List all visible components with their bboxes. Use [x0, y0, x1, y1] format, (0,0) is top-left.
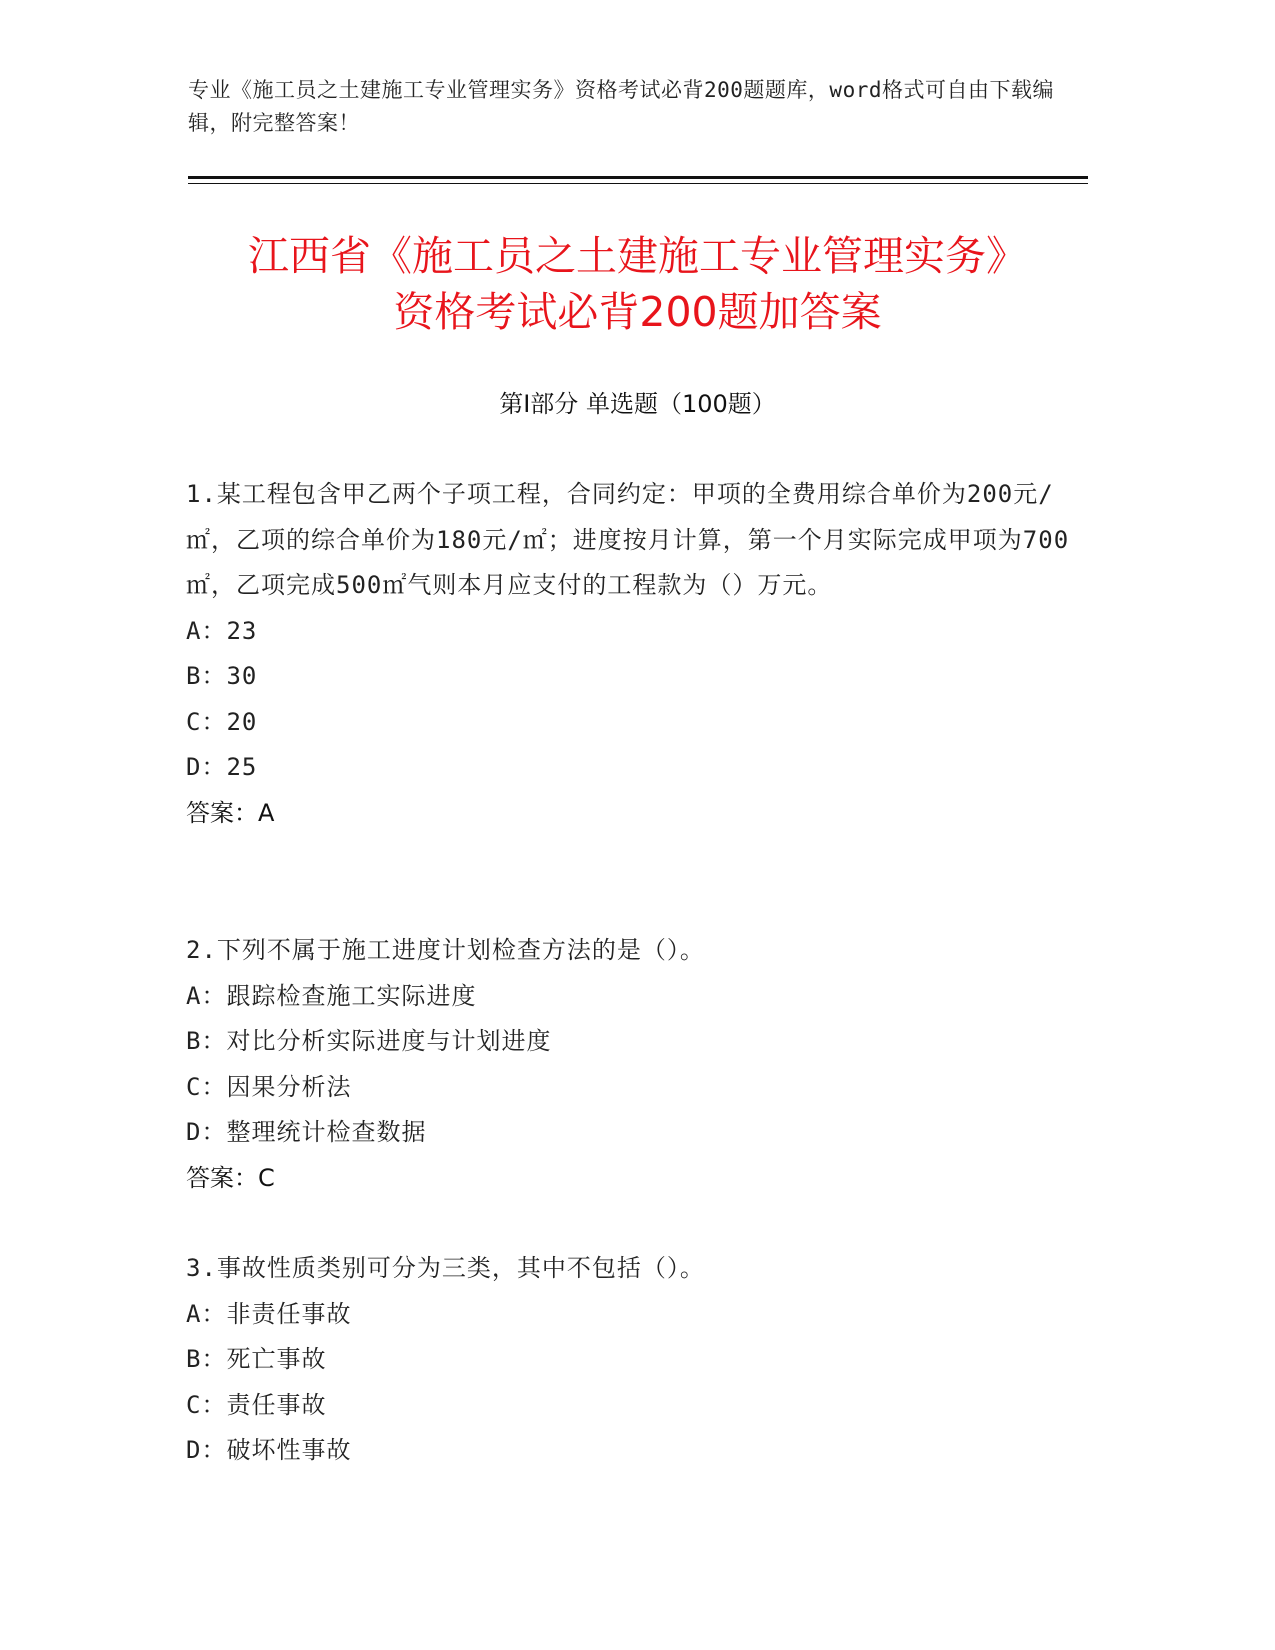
document-title-line-1: 江西省《施工员之土建施工专业管理实务》 — [248, 232, 1027, 280]
header-note: 专业《施工员之土建施工专业管理实务》资格考试必背200题题库，word格式可自由下载编辑，附完整答案！ — [188, 78, 1054, 135]
document-title-line-2: 资格考试必背200题加答案 — [393, 288, 882, 336]
option-b: B：死亡事故 — [186, 1345, 327, 1373]
header-divider-thick — [188, 176, 1088, 179]
option-a: A：23 — [186, 616, 258, 645]
question-stem: 3.事故性质类别可分为三类，其中不包括（）。 — [186, 1254, 705, 1282]
option-c: C：20 — [186, 707, 258, 736]
question-stem: 1.某工程包含甲乙两个子项工程，合同约定：甲项的全费用综合单价为200元/㎡，乙项的综合单价为180元/㎡；进度按月计算，第一个月实际完成甲项为700㎡，乙项完成500㎡气则本月应支付的工程款为（）万元。 — [186, 480, 1070, 599]
document-title — [120, 228, 1155, 340]
option-a: A：非责任事故 — [186, 1299, 352, 1328]
header-divider-thin — [188, 183, 1088, 184]
option-d: D：整理统计检查数据 — [186, 1118, 427, 1146]
option-d: D：破坏性事故 — [186, 1436, 352, 1464]
option-a: A：跟踪检查施工实际进度 — [186, 981, 477, 1010]
section-heading: 第Ⅰ部分 单选题（100题） — [499, 390, 776, 418]
question-stem: 2.下列不属于施工进度计划检查方法的是（）。 — [186, 936, 705, 964]
option-c: C：责任事故 — [186, 1390, 327, 1419]
question-2 — [186, 928, 1076, 1201]
question-1 — [186, 472, 1076, 836]
option-d: D：25 — [186, 753, 258, 781]
answer: 答案：A — [186, 798, 275, 827]
question-3 — [186, 1246, 1076, 1474]
option-c: C：因果分析法 — [186, 1072, 352, 1101]
option-b: B：对比分析实际进度与计划进度 — [186, 1027, 552, 1055]
option-b: B：30 — [186, 662, 258, 690]
answer: 答案：C — [186, 1163, 275, 1192]
